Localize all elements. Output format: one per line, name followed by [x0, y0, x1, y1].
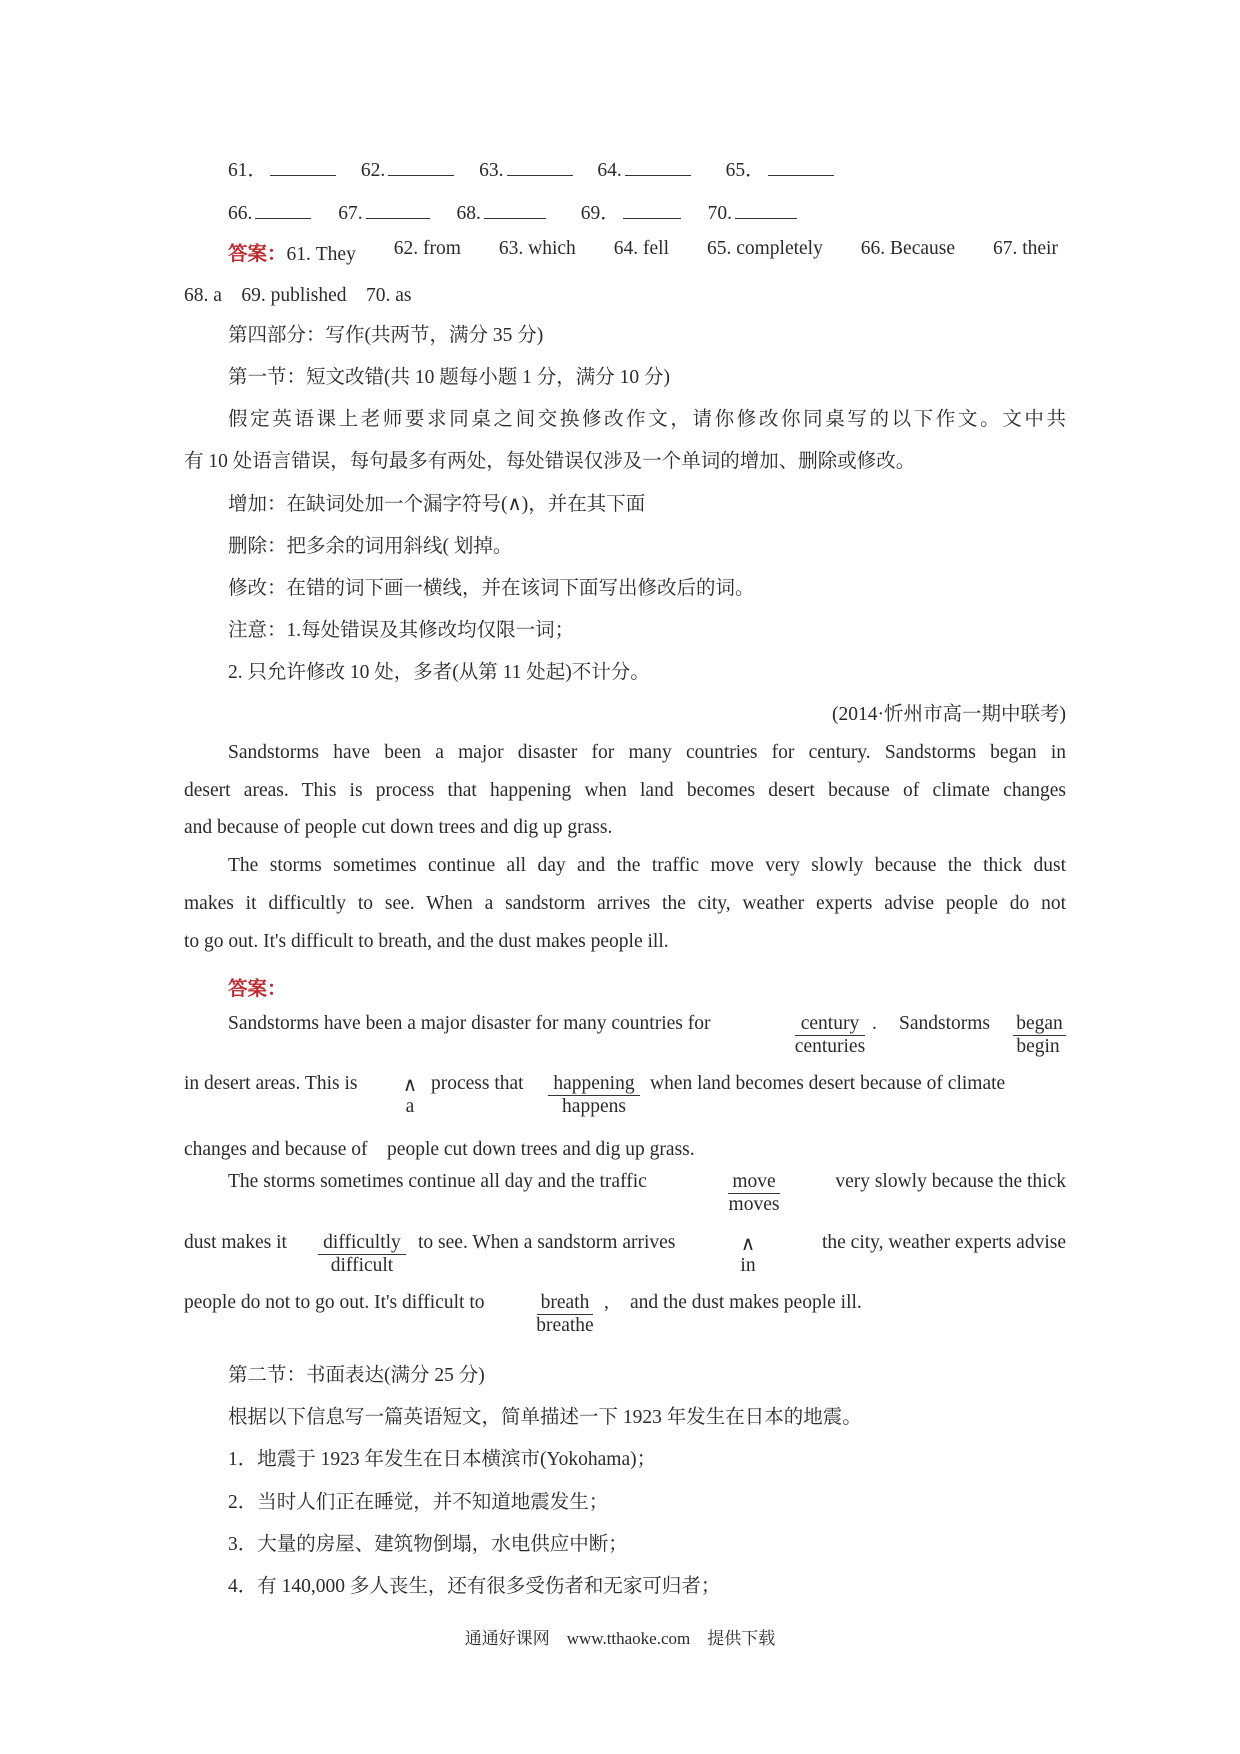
answer-item: 64. fell — [613, 238, 669, 259]
correction-text: The storms sometimes continue all day and the traffic — [228, 1171, 647, 1192]
correction-text: Sandstorms — [899, 1013, 991, 1034]
error-word: move — [728, 1171, 780, 1194]
answer-item: 65. completely — [706, 238, 823, 259]
error-word: difficultly — [318, 1232, 406, 1255]
passage-line: Sandstorms have been a major disaster for many countries for century. Sandstorms began in — [228, 742, 1066, 763]
blank-label: 67. — [338, 203, 363, 224]
correction-text: changes and because of people cut down trees and dig up grass. — [184, 1139, 695, 1160]
insert-caret-icon: ∧ — [740, 1234, 756, 1255]
passage-line: makes it difficultly to see. When a sandstorm arrives the city, weather experts advise people do not — [184, 893, 1066, 914]
correction-word: a — [405, 1096, 415, 1117]
info-point: 3．大量的房屋、建筑物倒塌，水电供应中断； — [228, 1534, 628, 1555]
answer-item: 67. their — [992, 238, 1058, 259]
answer-item: 61. They — [286, 244, 356, 265]
info-point: 1．地震于 1923 年发生在日本横滨市(Yokohama)； — [228, 1449, 657, 1470]
answer-blank[interactable] — [735, 201, 797, 219]
answer-blank[interactable] — [625, 158, 691, 176]
instruction-line: 修改：在错的词下画一横线，并在该词下面写出修改后的词。 — [228, 578, 755, 599]
passage-line: The storms sometimes continue all day and the traffic move very slowly because the thick dust — [228, 855, 1066, 876]
answer-blank[interactable] — [270, 158, 336, 176]
answer-item: 66. Because — [860, 238, 956, 259]
passage-line: to go out. It's difficult to breath, and the dust makes people ill. — [184, 931, 669, 952]
answer-blank[interactable] — [768, 158, 834, 176]
correction-text: , — [604, 1292, 609, 1313]
answer-label: 答案： — [228, 244, 287, 265]
info-point: 2．当时人们正在睡觉，并不知道地震发生； — [228, 1492, 609, 1513]
correction-word: moves — [728, 1194, 780, 1215]
section2-intro: 根据以下信息写一篇英语短文，简单描述一下 1923 年发生在日本的地震。 — [228, 1407, 862, 1428]
correction-word: in — [740, 1255, 756, 1276]
correction-text: the city, weather experts advise — [821, 1232, 1066, 1253]
correction-word: difficult — [330, 1255, 394, 1276]
correction-text: process that — [431, 1073, 524, 1094]
correction-text: Sandstorms have been a major disaster for many countries for — [228, 1013, 711, 1034]
part4-title: 第四部分：写作(共两节，满分 35 分) — [228, 325, 544, 346]
correction-word: breathe — [536, 1315, 594, 1336]
instruction-line: 有 10 处语言错误，每句最多有两处，每处错误仅涉及一个单词的增加、删除或修改。 — [184, 451, 916, 472]
blanks-row-2 — [228, 197, 797, 225]
correction-word: centuries — [794, 1036, 866, 1057]
answer-item: 62. from — [393, 238, 461, 259]
instruction-line: 2. 只允许修改 10 处，多者(从第 11 处起)不计分。 — [228, 662, 650, 683]
correction-text: people do not to go out. It's difficult to — [184, 1292, 485, 1313]
correction-text: to see. When a sandstorm arrives — [418, 1232, 676, 1253]
blank-label: 68. — [456, 203, 481, 224]
page-footer: 通通好课网 www.tthaoke.com 提供下载 — [464, 1629, 776, 1648]
passage-line: and because of people cut down trees and dig up grass. — [184, 817, 613, 838]
answer-blank[interactable] — [255, 201, 311, 219]
blank-label: 64. — [597, 160, 622, 181]
instruction-line: 删除：把多余的词用斜线( 划掉。 — [228, 536, 513, 557]
correction-text: very slowly because the thick — [835, 1171, 1066, 1192]
section2-title: 第二节：书面表达(满分 25 分) — [228, 1365, 485, 1386]
instruction-line: 增加：在缺词处加一个漏字符号(∧)，并在其下面 — [228, 494, 646, 515]
correction-text: . — [872, 1013, 877, 1034]
blank-label: 65． — [725, 160, 765, 181]
error-word: century — [795, 1013, 865, 1036]
blank-label: 63. — [479, 160, 504, 181]
passage-line: desert areas. This is process that happening when land becomes desert because of climate changes — [184, 780, 1066, 801]
answer-blank[interactable] — [623, 201, 681, 219]
blank-label: 61． — [228, 160, 268, 181]
answer-item: 63. which — [498, 238, 576, 259]
error-word: began — [1013, 1013, 1066, 1036]
blank-label: 69． — [580, 203, 620, 224]
blank-label: 66. — [228, 203, 253, 224]
answer-line-2: 68. a 69. published 70. as — [184, 285, 412, 306]
correction-text: dust makes it — [184, 1232, 287, 1253]
info-point: 4．有 140,000 多人丧生，还有很多受伤者和无家可归者； — [228, 1576, 721, 1597]
blank-label: 62. — [360, 160, 386, 181]
answer-blank[interactable] — [507, 158, 573, 176]
answer-label: 答案： — [228, 979, 287, 1000]
section1-title: 第一节：短文改错(共 10 题每小题 1 分，满分 10 分) — [228, 367, 670, 388]
blanks-row-1 — [228, 154, 834, 182]
answer-blank[interactable] — [484, 201, 546, 219]
instruction-line: 假定英语课上老师要求同桌之间交换修改作文，请你修改你同桌写的以下作文。文中共 — [228, 409, 1066, 430]
blank-label: 70. — [707, 203, 733, 224]
correction-word: begin — [1016, 1036, 1060, 1057]
error-word: happening — [548, 1073, 640, 1096]
correction-text: when land becomes desert because of climate — [650, 1073, 1006, 1094]
correction-word: happens — [562, 1096, 626, 1117]
answer-blank[interactable] — [388, 158, 454, 176]
correction-text: in desert areas. This is — [184, 1073, 358, 1094]
answer-blank[interactable] — [366, 201, 430, 219]
insert-caret-icon: ∧ — [402, 1075, 418, 1096]
correction-text: and the dust makes people ill. — [630, 1292, 862, 1313]
source-note: (2014·忻州市高一期中联考) — [832, 704, 1066, 725]
error-word: breath — [537, 1292, 593, 1315]
instruction-line: 注意：1.每处错误及其修改均仅限一词； — [228, 620, 575, 641]
answer-line-1 — [228, 238, 1058, 266]
